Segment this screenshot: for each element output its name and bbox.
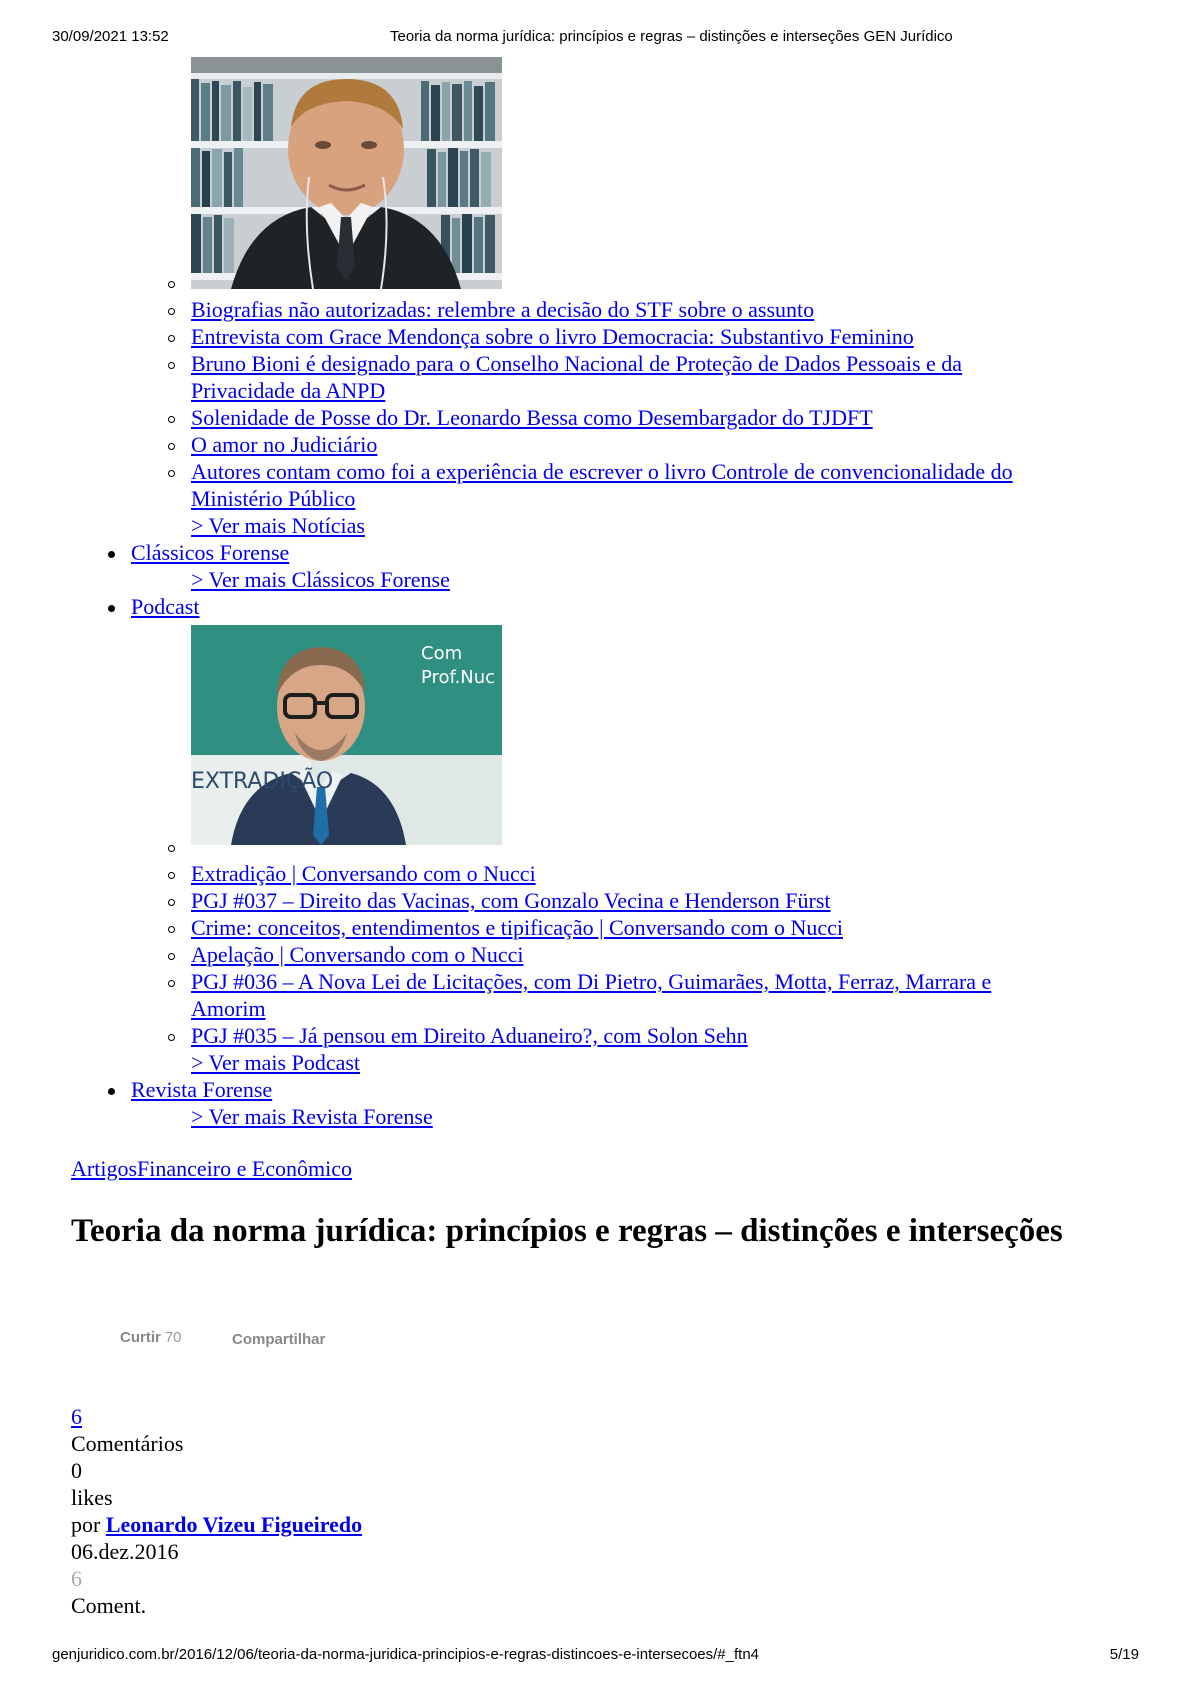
nav-item-podcast[interactable]: Podcast xyxy=(131,594,200,619)
noticia-link-continuation[interactable]: Ministério Público xyxy=(191,486,356,511)
podcast-thumb-text-com: Com xyxy=(421,643,463,664)
bullet-disc xyxy=(108,551,115,558)
noticia-link[interactable]: Bruno Bioni é designado para o Conselho Nacional de Proteção de Dados Pessoais e da xyxy=(191,351,963,376)
noticia-link[interactable]: Biografias não autorizadas: relembre a decisão do STF sobre o assunto xyxy=(191,297,815,322)
podcast-link[interactable]: Crime: conceitos, entendimentos e tipificação | Conversando com o Nucci xyxy=(191,915,843,940)
bullet-circle xyxy=(168,416,175,423)
print-url: genjuridico.com.br/2016/12/06/teoria-da-norma-juridica-principios-e-regras-distincoes-e-intersecoes/#_ftn4 xyxy=(52,1646,760,1663)
noticia-link-continuation[interactable]: Privacidade da ANPD xyxy=(191,378,386,403)
bullet-circle xyxy=(168,443,175,450)
podcast-link-continuation[interactable]: Amorim xyxy=(191,996,266,1021)
bullet-circle xyxy=(168,281,175,288)
comments-label: Comentários xyxy=(71,1431,184,1456)
noticia-link[interactable]: Solenidade de Posse do Dr. Leonardo Bessa como Desembargador do TJDFT xyxy=(191,405,873,430)
noticia-link[interactable]: O amor no Judiciário xyxy=(191,432,378,457)
podcast-link[interactable]: Apelação | Conversando com o Nucci xyxy=(191,942,524,967)
author-link[interactable]: Leonardo Vizeu Figueiredo xyxy=(105,1512,363,1537)
noticia-thumbnail[interactable] xyxy=(191,57,502,289)
podcast-thumb-text-title: EXTRADIÇÃO xyxy=(191,769,334,794)
bullet-circle xyxy=(168,980,175,987)
coment-count: 6 xyxy=(71,1566,82,1591)
podcast-link[interactable]: PGJ #035 – Já pensou em Direito Aduaneiro?, com Solon Sehn xyxy=(191,1023,748,1048)
comments-count-link[interactable]: 6 xyxy=(71,1404,82,1429)
nav-item-revista-forense[interactable]: Revista Forense xyxy=(131,1077,273,1102)
like-count: 70 xyxy=(164,1329,182,1346)
likes-label: likes xyxy=(71,1485,113,1510)
bullet-circle xyxy=(168,872,175,879)
podcast-thumb-text-prof: Prof.Nuc xyxy=(421,667,496,688)
nav-item-classicos-forense[interactable]: Clássicos Forense xyxy=(131,540,290,565)
podcast-thumbnail[interactable] xyxy=(191,625,502,845)
bullet-circle xyxy=(168,308,175,315)
category-link-financeiro[interactable]: Financeiro e Econômico xyxy=(137,1156,353,1181)
podcast-link[interactable]: Extradição | Conversando com o Nucci xyxy=(191,861,536,886)
ver-mais-classicos-link[interactable]: > Ver mais Clássicos Forense xyxy=(191,567,450,592)
bullet-circle xyxy=(168,1034,175,1041)
author-line xyxy=(71,1511,362,1538)
bullet-circle xyxy=(168,845,175,852)
ver-mais-podcast-link[interactable]: > Ver mais Podcast xyxy=(191,1050,361,1075)
bullet-circle xyxy=(168,362,175,369)
print-page-title: Teoria da norma jurídica: princípios e regras – distinções e interseções GEN Jurídico xyxy=(390,28,953,45)
article-title: Teoria da norma jurídica: princípios e regras – distinções e interseções xyxy=(71,1213,1063,1249)
bullet-disc xyxy=(108,1088,115,1095)
print-page-number: 5/19 xyxy=(1109,1646,1139,1663)
noticia-link[interactable]: Entrevista com Grace Mendonça sobre o livro Democracia: Substantivo Feminino xyxy=(191,324,914,349)
bullet-disc xyxy=(108,605,115,612)
category-link-artigos[interactable]: Artigos xyxy=(71,1156,137,1181)
bullet-circle xyxy=(168,899,175,906)
bullet-circle xyxy=(168,470,175,477)
bullet-circle xyxy=(168,926,175,933)
share-button[interactable]: Compartilhar xyxy=(232,1331,326,1348)
podcast-link[interactable]: PGJ #036 – A Nova Lei de Licitações, com Di Pietro, Guimarães, Motta, Ferraz, Marrara e xyxy=(191,969,992,994)
like-button[interactable] xyxy=(120,1329,182,1346)
ver-mais-revista-link[interactable]: > Ver mais Revista Forense xyxy=(191,1104,433,1129)
podcast-link[interactable]: PGJ #037 – Direito das Vacinas, com Gonzalo Vecina e Henderson Fürst xyxy=(191,888,831,913)
likes-count: 0 xyxy=(71,1458,82,1483)
like-label: Curtir xyxy=(120,1329,161,1346)
ver-mais-noticias-link[interactable]: > Ver mais Notícias xyxy=(191,513,365,538)
print-datetime: 30/09/2021 13:52 xyxy=(52,28,169,45)
breadcrumb xyxy=(71,1155,352,1182)
by-label: por xyxy=(71,1512,101,1537)
bullet-circle xyxy=(168,953,175,960)
noticia-link[interactable]: Autores contam como foi a experiência de escrever o livro Controle de convencionalidade do xyxy=(191,459,1013,484)
article-date: 06.dez.2016 xyxy=(71,1539,179,1564)
bullet-circle xyxy=(168,335,175,342)
coment-label: Coment. xyxy=(71,1593,147,1618)
